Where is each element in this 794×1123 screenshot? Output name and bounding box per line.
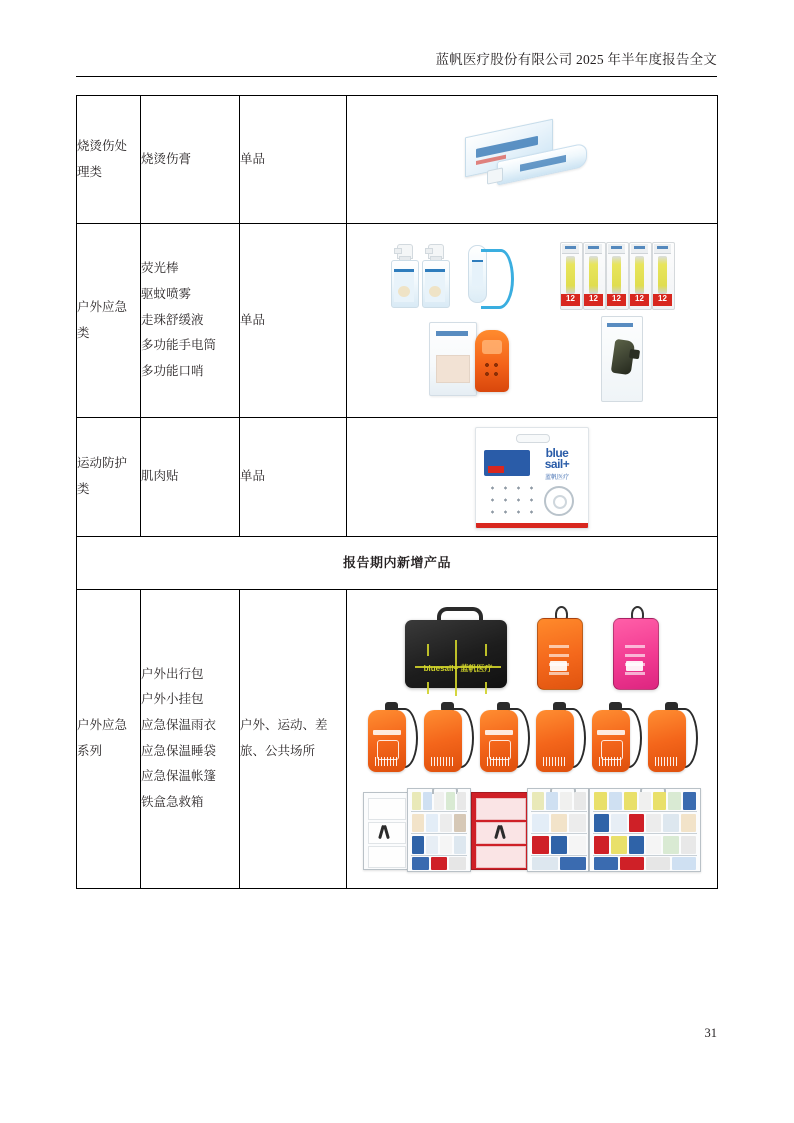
cabinet-shelf [531, 855, 587, 856]
cabinet-supplies-shelf [532, 857, 586, 870]
glow-rod [635, 256, 644, 294]
cabinet-supplies-shelf [594, 814, 696, 832]
supply-box [412, 792, 421, 810]
supply-box [532, 836, 549, 854]
emergency-pouch-plain-image [648, 700, 696, 776]
product-name: 户外小挂包 [141, 692, 204, 707]
supply-box [551, 814, 568, 832]
supply-box [646, 836, 661, 854]
case-corner-mark [485, 644, 487, 656]
cabinet-supplies-shelf [412, 814, 466, 832]
supply-box [663, 836, 678, 854]
supply-box [629, 814, 644, 832]
scene-line: 单品 [240, 469, 266, 484]
multifunction-whistle-image [601, 316, 641, 400]
torch-button-dots [484, 362, 500, 378]
cabinet-supplies-shelf [594, 857, 696, 870]
supply-box [574, 792, 586, 810]
emergency-raincoat-pouch-image [368, 700, 416, 776]
tape-footer-bar [476, 523, 588, 528]
emergency-sleeping-bag-pouch-image [480, 700, 528, 776]
image-gallery-bottom [347, 316, 717, 400]
drawbag-body [648, 710, 686, 772]
cell-products [141, 589, 240, 888]
drawbag-label [597, 730, 625, 735]
tape-roll-graphic [544, 486, 574, 516]
table-section-divider-row [77, 537, 718, 590]
product-name: 应急保温睡袋 [141, 743, 217, 758]
glow-rod [589, 256, 598, 294]
cabinet-body [589, 788, 701, 872]
cabinet-shelf [411, 811, 467, 812]
supply-box [681, 814, 696, 832]
torch-panel [482, 340, 502, 354]
spray-bottle [391, 244, 417, 306]
case-corner-mark [485, 682, 487, 694]
cabinet-door-pocket [368, 846, 406, 868]
supply-box [594, 814, 609, 832]
image-gallery-top [347, 242, 717, 308]
supply-box [412, 836, 424, 854]
image-gallery-cabinets [347, 786, 717, 872]
spray-bottle [422, 244, 448, 306]
spray-body [422, 260, 450, 308]
case-corner-mark [427, 682, 429, 694]
rollon-lanyard [481, 249, 514, 309]
supply-box [620, 857, 644, 870]
glow-count-tag: 12 [630, 294, 649, 306]
category-line: 运动防护 [77, 456, 128, 471]
cabinet-supplies-shelf [532, 814, 586, 832]
supply-box [629, 836, 644, 854]
supply-box [594, 836, 609, 854]
drawbag-barcode [431, 757, 455, 766]
category-line: 户外应急 [77, 718, 128, 733]
product-name: 应急保温雨衣 [141, 718, 217, 733]
glow-stick-pack [560, 242, 581, 308]
product-name: 户外出行包 [141, 666, 204, 681]
cabinet-body [407, 788, 471, 872]
supply-box [594, 792, 607, 810]
page-number: 31 [704, 1026, 717, 1040]
small-hanging-pouch-pink-image [609, 606, 661, 690]
emergency-pouch-plain-image [536, 700, 584, 776]
supply-box [672, 857, 696, 870]
small-hanging-pouch-orange-image [533, 606, 585, 690]
cell-category [77, 418, 141, 537]
header-rule [76, 76, 717, 77]
glow-count-tag: 12 [561, 294, 580, 306]
glow-stick-packs-image [560, 242, 673, 308]
supply-box [532, 814, 549, 832]
product-name: 应急保温帐篷 [141, 769, 217, 784]
cell-products [141, 96, 240, 224]
supply-box [560, 857, 586, 870]
scene-line: 单品 [240, 151, 266, 166]
cabinet-shelf [531, 811, 587, 812]
supply-box [434, 792, 443, 810]
supply-box [646, 814, 661, 832]
cell-category [77, 589, 141, 888]
product-name: 驱蚊喷雾 [141, 287, 192, 302]
cell-scene [240, 589, 347, 888]
product-name: 烧烫伤膏 [141, 151, 192, 166]
tape-bag [475, 427, 589, 529]
supply-box [440, 814, 452, 832]
cell-images [347, 589, 718, 888]
product-table [76, 95, 718, 889]
cell-products [141, 224, 240, 418]
outdoor-travel-case-image [403, 606, 509, 690]
table-row [77, 96, 718, 224]
supply-box [412, 857, 429, 870]
supply-box [532, 857, 558, 870]
cabinet-supplies-shelf [594, 836, 696, 854]
image-gallery [347, 114, 717, 206]
supply-box [609, 792, 622, 810]
cabinet-door-pocket [368, 798, 406, 820]
category-line: 系列 [77, 743, 103, 758]
flashlight-box [429, 322, 477, 396]
emergency-tent-pouch-image [592, 700, 640, 776]
glow-count-tag: 12 [584, 294, 603, 306]
tape-hang-hole [516, 434, 550, 443]
cell-images [347, 96, 718, 224]
brand-name-cn: 蓝帆医疗 [544, 475, 569, 481]
supply-box [454, 836, 466, 854]
drawbag-barcode [543, 757, 567, 766]
drawbag-barcode [375, 757, 399, 766]
brand-name-en: blue sail+ [544, 446, 570, 471]
glow-rod [566, 256, 575, 294]
cabinet-supplies-shelf [412, 792, 466, 810]
pouch-brand-tag [626, 661, 643, 671]
supply-box [426, 814, 438, 832]
cell-category [77, 224, 141, 418]
glow-header-card [608, 244, 625, 254]
cell-category [77, 96, 141, 224]
cabinet-shelf [411, 855, 467, 856]
product-name: 铁盒急救箱 [141, 794, 204, 809]
cell-scene [240, 418, 347, 537]
image-gallery-bags [347, 606, 717, 690]
supply-box [446, 792, 455, 810]
image-gallery [347, 425, 717, 529]
spray-body [391, 260, 419, 308]
metal-first-aid-cabinet-image [363, 786, 469, 872]
muscle-tape-package-image [467, 425, 597, 529]
drawbag-label [373, 730, 401, 735]
supply-box [611, 836, 626, 854]
supply-box [440, 836, 452, 854]
drawbag-body [480, 710, 518, 772]
cell-scene [240, 96, 347, 224]
supply-box [683, 792, 696, 810]
drawbag-barcode [655, 757, 679, 766]
pouch-brand-tag [550, 661, 567, 671]
supply-box [646, 857, 670, 870]
metal-first-aid-cabinet-image [589, 786, 701, 872]
supply-box [668, 792, 681, 810]
product-name: 荧光棒 [141, 261, 179, 276]
supply-box [653, 792, 666, 810]
cabinet-supplies-shelf [532, 792, 586, 810]
supply-box [431, 857, 448, 870]
cabinet-shelf [593, 811, 697, 812]
pouch-body [613, 618, 659, 690]
category-line: 烧烫伤处 [77, 138, 128, 153]
cell-images [347, 418, 718, 537]
glow-stick-pack [629, 242, 650, 308]
spray-label [394, 269, 414, 302]
supply-box [449, 857, 466, 870]
tape-product-label [484, 450, 530, 476]
drawbag-barcode [599, 757, 623, 766]
category-line: 类 [77, 482, 90, 496]
supply-box [412, 814, 424, 832]
product-name: 多功能手电筒 [141, 338, 217, 353]
glow-stick-pack [583, 242, 604, 308]
category-line: 理类 [77, 164, 103, 179]
drawbag-body [368, 710, 406, 772]
multifunction-flashlight-image [423, 316, 541, 400]
pouch-body [537, 618, 583, 690]
supply-box [681, 836, 696, 854]
table-row [77, 224, 718, 418]
cabinet-door [363, 792, 409, 870]
cabinet-supplies-shelf [594, 792, 696, 810]
drawbag-body [592, 710, 630, 772]
product-name: 肌肉贴 [141, 469, 179, 484]
glow-count-tag: 12 [653, 294, 672, 306]
burn-ointment-box-and-tube-image [457, 114, 607, 206]
cabinet-shelf [593, 833, 697, 834]
tape-dot-pattern [486, 482, 538, 518]
case-body [405, 620, 507, 688]
supply-box [560, 792, 572, 810]
cabinet-supplies-shelf [532, 836, 586, 854]
scene-line: 单品 [240, 312, 266, 327]
supply-box [639, 792, 652, 810]
spray-label [425, 269, 445, 302]
cabinet-shelf [531, 833, 587, 834]
emergency-pouch-plain-image [424, 700, 472, 776]
supply-box [454, 814, 466, 832]
cabinet-door [471, 792, 529, 870]
cabinet-shelf [411, 833, 467, 834]
glow-count-tag: 12 [607, 294, 626, 306]
supply-box [426, 836, 438, 854]
cabinet-supplies-shelf [412, 836, 466, 854]
category-line: 户外应急 [77, 299, 128, 314]
roll-on-soothing-liquid-image [458, 243, 522, 307]
supply-box [594, 857, 618, 870]
table-row [77, 418, 718, 537]
table-row [77, 589, 718, 888]
drawbag-body [536, 710, 574, 772]
case-corner-mark [427, 644, 429, 656]
supply-box [663, 814, 678, 832]
category-line: 类 [77, 325, 90, 340]
scene-line: 户外、运动、差 [240, 718, 328, 733]
brand-block [534, 446, 580, 481]
scissors-icon [492, 825, 510, 839]
cabinet-supplies-shelf [412, 857, 466, 870]
page-header: 蓝帆医疗股份有限公司 2025 年半年度报告全文 [435, 52, 717, 67]
metal-first-aid-cabinet-image [471, 786, 587, 872]
glow-rod [612, 256, 621, 294]
cell-products [141, 418, 240, 537]
supply-box [551, 836, 568, 854]
glow-header-card [585, 244, 602, 254]
ointment-cap [487, 167, 503, 184]
product-name: 走珠舒缓液 [141, 312, 204, 327]
supply-box [569, 814, 586, 832]
supply-box [532, 792, 544, 810]
glow-header-card [654, 244, 671, 254]
glow-stick-pack [652, 242, 673, 308]
glow-header-card [562, 244, 579, 254]
glow-header-card [631, 244, 648, 254]
drawbag-label [485, 730, 513, 735]
drawbag-body [424, 710, 462, 772]
supply-box [457, 792, 466, 810]
supply-box [611, 814, 626, 832]
product-name: 多功能口哨 [141, 363, 204, 378]
drawbag-barcode [487, 757, 511, 766]
glow-stick-pack [606, 242, 627, 308]
mosquito-repellent-spray-image [391, 244, 448, 306]
scissors-icon [376, 825, 394, 839]
cabinet-door-pocket [476, 798, 526, 820]
supply-box [624, 792, 637, 810]
case-brand-text: bluesail+ 蓝帆医疗 [423, 663, 493, 673]
glow-rod [658, 256, 667, 294]
scene-line: 旅、公共场所 [240, 743, 316, 758]
cabinet-shelf [593, 855, 697, 856]
cabinet-door-pocket [476, 846, 526, 868]
supply-box [546, 792, 558, 810]
supply-box [569, 836, 586, 854]
cell-images [347, 224, 718, 418]
cell-scene [240, 224, 347, 418]
supply-box [423, 792, 432, 810]
flashlight-torch [475, 330, 509, 392]
section-divider-label: 报告期内新增产品 [77, 537, 718, 590]
cabinet-body [527, 788, 589, 872]
image-gallery-drawstring [347, 700, 717, 776]
